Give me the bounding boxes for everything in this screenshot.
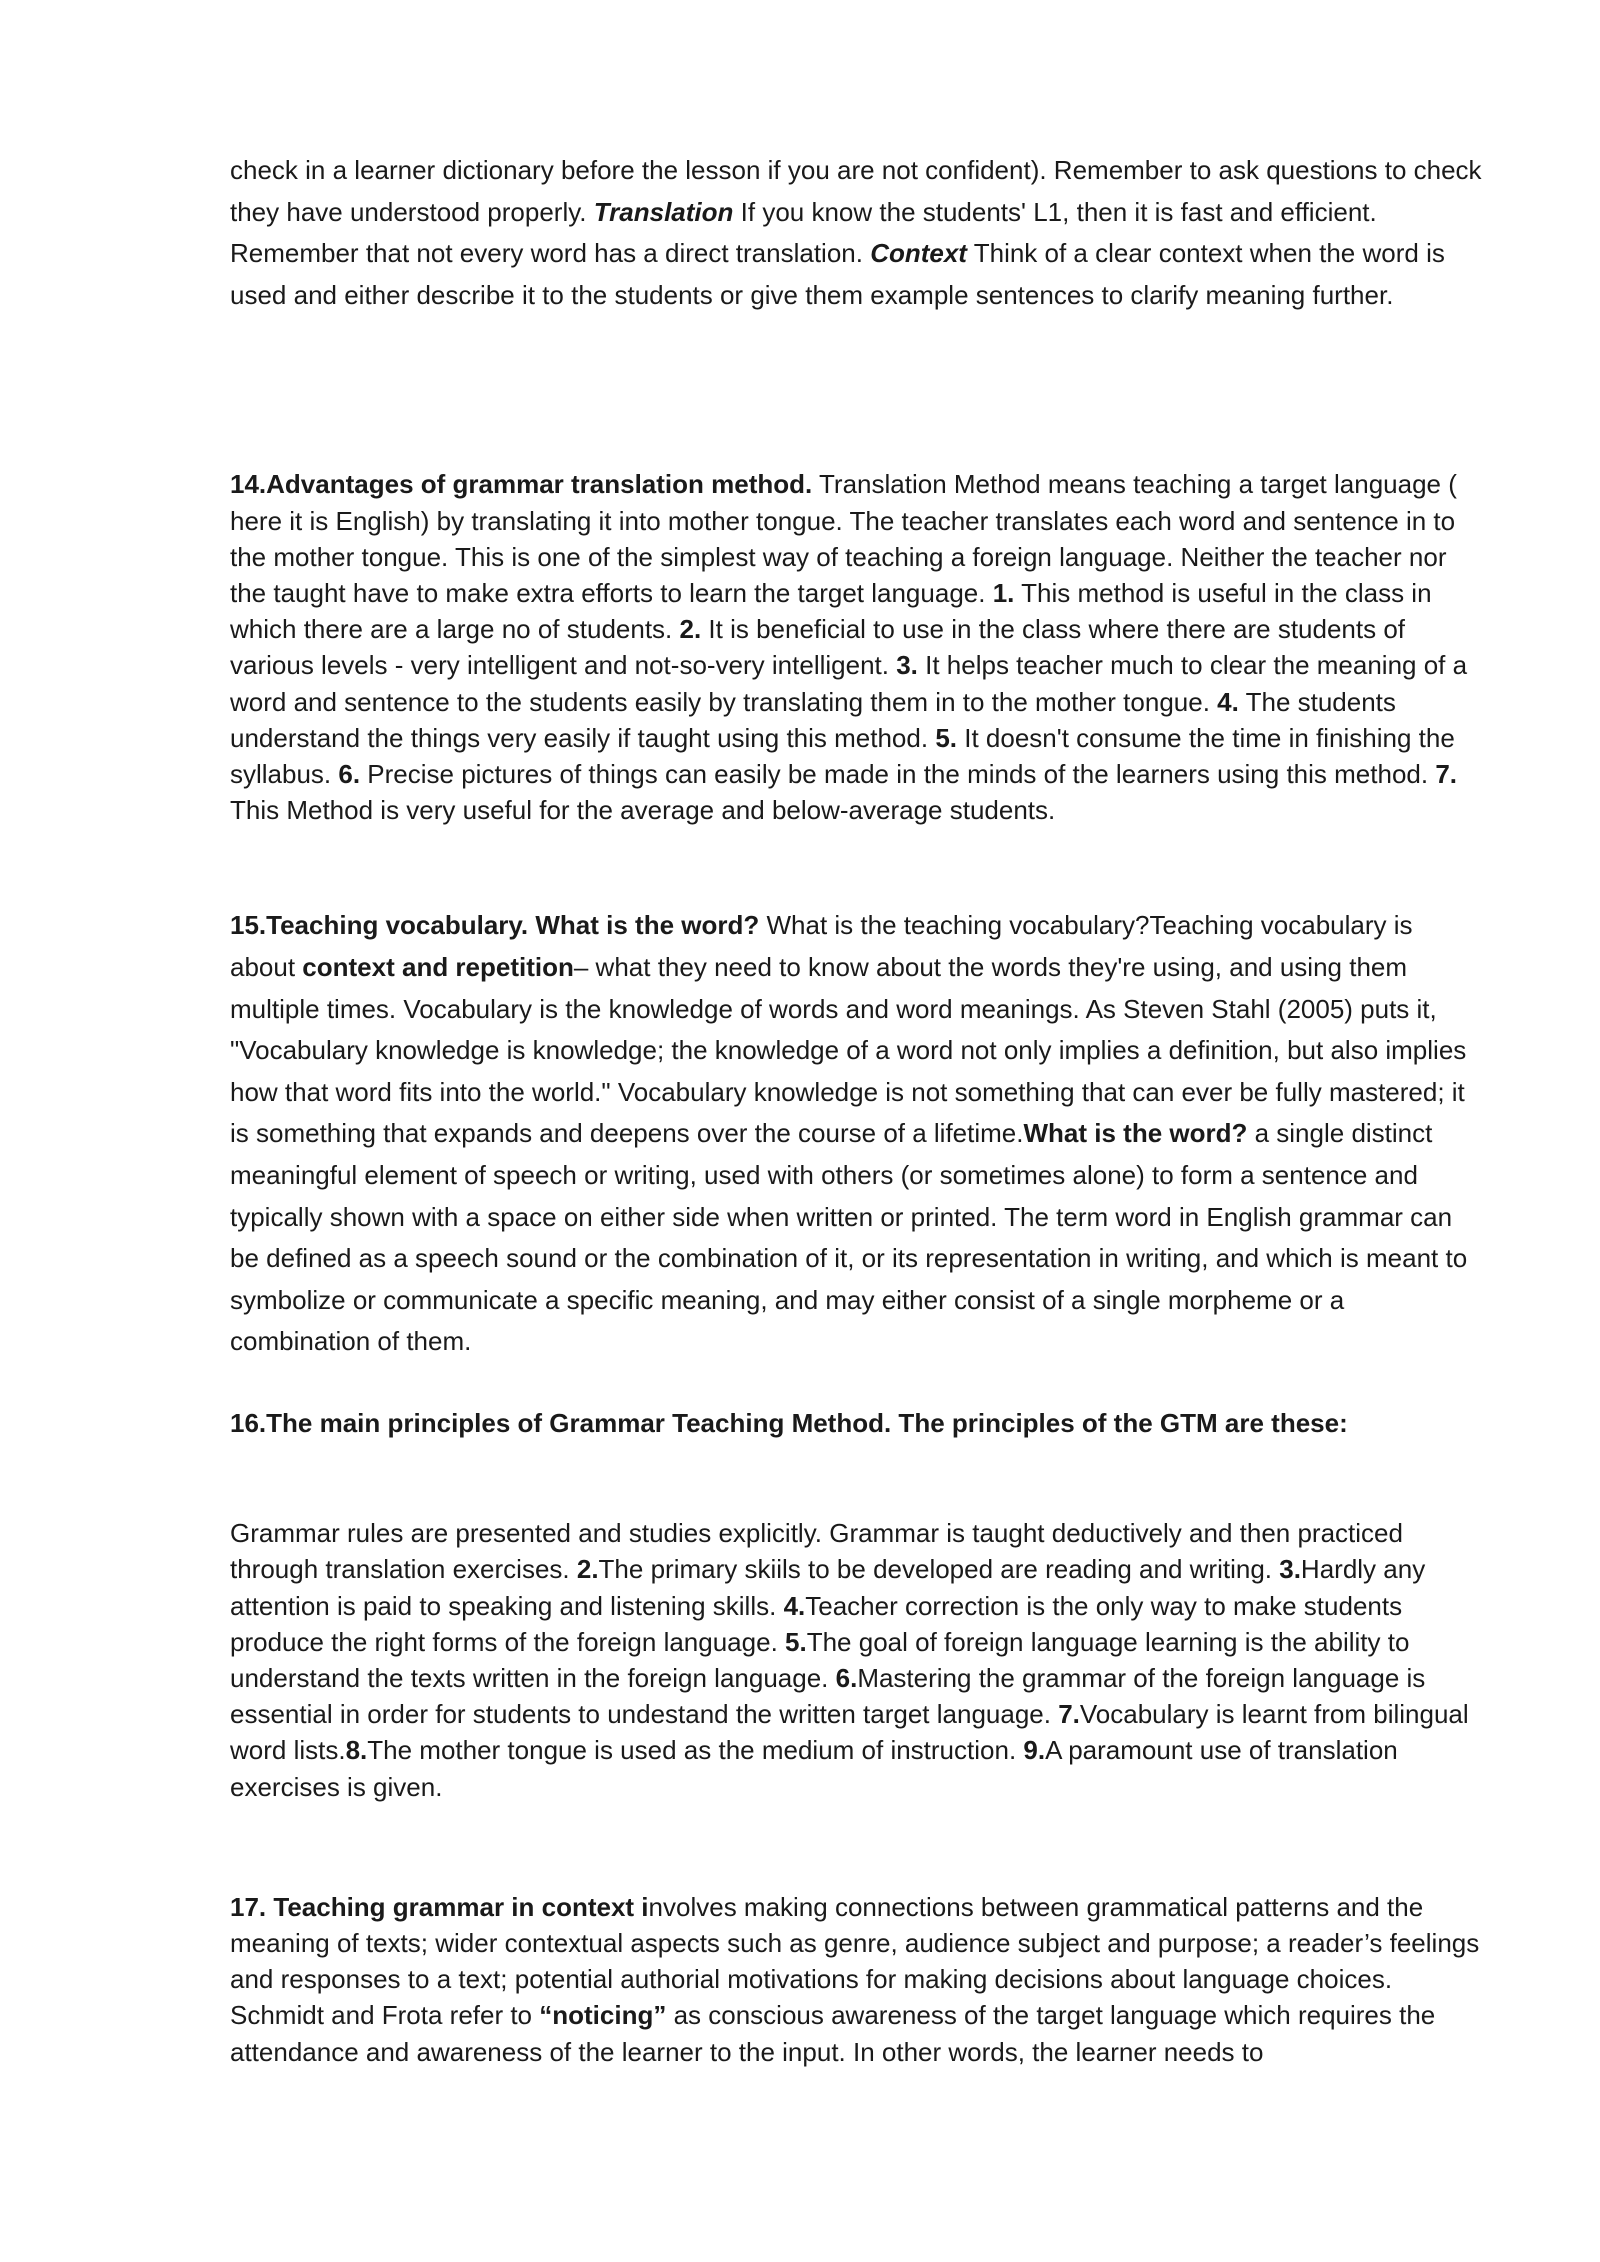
section-16-paragraph	[230, 1515, 1482, 1805]
item-number: 2.	[679, 614, 702, 645]
item-text: It helps teacher much to clear the meaning of a word and sentence to the students easily by translating them in to the mother tongue.	[230, 650, 1468, 717]
what-is-the-word: What is the word?	[1023, 1118, 1248, 1149]
item-number: 5.	[935, 722, 957, 753]
noticing-term: “noticing”	[539, 2000, 667, 2031]
item-number: 6.	[338, 759, 361, 789]
section-14-paragraph	[230, 466, 1482, 828]
intro-paragraph	[230, 150, 1482, 316]
intro-text-1: check in a learner dictionary before the lesson if you are not confident). Remember to ask questions to check they have understood properly.	[230, 155, 1482, 227]
section-16-heading: 16.The main principles of Grammar Teaching Method. The principles of the GTM are these:	[230, 1407, 1348, 1438]
item-text: It is beneficial to use in the class where there are students of various levels - very intelligent and not-so-very intelligent.	[230, 614, 1406, 681]
section-15-text-3: a single distinct meaningful element of speech or writing, used with others (or sometimes alone) to form a sentence and typically shown with a space on either side when written or printed. The term word in English grammar can be defined as a speech sound or the combination of it, or its representation in writing, and which is meant to symbolize or communicate a specific meaning, and may either consist of a single morpheme or a combination of them.	[230, 1118, 1468, 1357]
item-number: 3.	[1279, 1554, 1301, 1585]
section-15-paragraph	[230, 905, 1482, 1363]
item-text: It doesn't consume the time in finishing the syllabus.	[230, 722, 1455, 789]
item-text: This method is useful in the class in which there are a large no of students.	[230, 577, 1432, 645]
section-17-paragraph	[230, 1889, 1482, 2070]
translation-label: Translation	[593, 196, 734, 227]
item-number: 4.	[783, 1590, 806, 1621]
section-15-heading: 15.Teaching vocabulary. What is the word?	[230, 910, 760, 941]
section-15-text-1: What is the teaching vocabulary?Teaching vocabulary is about	[230, 910, 1413, 982]
item-number: 7.	[1058, 1699, 1080, 1730]
item-text: The mother tongue is used as the medium of instruction.	[367, 1735, 1024, 1766]
item-text: Hardly any attention is paid to speaking and listening skills.	[230, 1554, 1426, 1621]
item-text: Mastering the grammar of the foreign language is essential in order for students to undestand the written target language.	[230, 1662, 1426, 1730]
context-and-repetition: context and repetition	[302, 952, 574, 982]
item-number: 1.	[992, 577, 1015, 608]
section-14-heading: 14.Advantages of grammar translation method.	[230, 469, 813, 500]
item-text: Grammar rules are presented and studies explicitly. Grammar is taught deductively and then practiced through translation exercises.	[230, 1518, 1403, 1585]
intro-text-2: If you know the students' L1, then it is fast and efficient. Remember that not every word has a direct translation.	[230, 196, 1377, 269]
item-text: Teacher correction is the only way to make students produce the right forms of the foreign language.	[230, 1590, 1403, 1657]
item-text: Precise pictures of things can easily be made in the minds of the learners using this method.	[360, 759, 1436, 789]
context-label: Context	[870, 238, 967, 269]
intro-text-3: Think of a clear context when the word is used and either describe it to the students or give them example sentences to clarify meaning further.	[230, 238, 1445, 310]
item-text: Vocabulary is learnt from bilingual word lists.	[230, 1699, 1469, 1766]
item-number: 9.	[1023, 1735, 1046, 1766]
item-number: 8.	[345, 1735, 368, 1766]
item-number: 2.	[576, 1554, 599, 1585]
section-17-heading: 17. Teaching grammar in context i	[230, 1891, 649, 1922]
section-14-body: Translation Method means teaching a target language ( here it is English) by translating it into mother tongue. The teacher translates each word and sentence in to the mother tongue. This is one of the simplest way of teaching a foreign language. Neither the teacher nor the taught have to make extra efforts to learn the target language.	[230, 469, 1457, 608]
item-text: The students understand the things very easily if taught using this method.	[230, 686, 1396, 753]
item-text: The goal of foreign language learning is the ability to understand the texts written in the foreign language.	[230, 1626, 1410, 1693]
item-text: A paramount use of translation exercises is given.	[230, 1735, 1398, 1802]
section-17-text-1: nvolves making connections between grammatical patterns and the meaning of texts; wider contextual aspects such as genre, audience subject and purpose; a reader’s feelings and responses to a text; potential authorial motivations for making decisions about language choices. Schmidt and Frota refer to	[230, 1891, 1480, 2031]
item-number: 6.	[835, 1662, 858, 1693]
section-17-text-2: as conscious awareness of the target language which requires the attendance and awareness of the learner to the input. In other words, the learner needs to	[230, 2000, 1436, 2067]
item-number: 5.	[785, 1626, 807, 1657]
item-number: 4.	[1217, 686, 1239, 717]
item-number: 7.	[1435, 759, 1457, 789]
item-number: 3.	[896, 650, 918, 681]
section-15-text-2: – what they need to know about the words they're using, and using them multiple times. Vocabulary is the knowledge of words and word meanings. As Steven Stahl (2005) puts it, "Vocabulary knowledge is knowledge; the knowledge of a word not only implies a definition, but also implies how that word fits into the world." Vocabulary knowledge is not something that can ever be fully mastered; it is something that expands and deepens over the course of a lifetime.	[230, 952, 1467, 1149]
item-text: This Method is very useful for the average and below-average students.	[230, 795, 1056, 826]
item-text: The primary skiils to be developed are reading and writing.	[598, 1554, 1280, 1585]
